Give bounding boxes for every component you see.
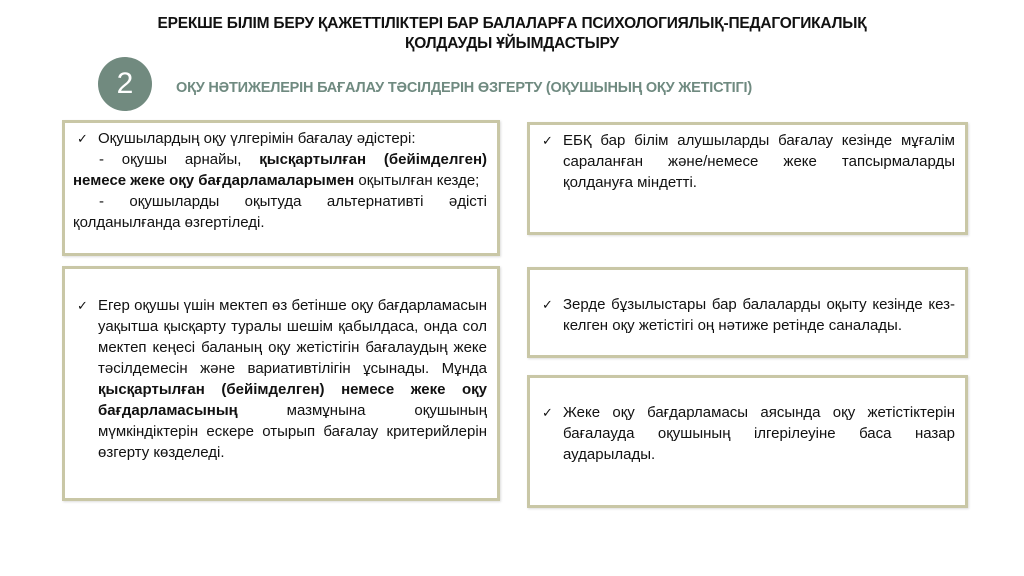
text: Зерде бұзылыстары бар балаларды оқыту кезінде кез-келген оқу жетістігі оң нәтиже ретінде саналады.	[563, 296, 955, 334]
check-mark-icon: ✓	[77, 298, 88, 313]
check-mark-icon: ✓	[542, 133, 553, 148]
list-item	[538, 130, 955, 193]
text: мазмұнына оқушының мүмкіндіктерін ескере отырып бағалау критерийлерін өзгерту көзделеді.	[98, 402, 487, 461]
intellectual-disability-box	[527, 267, 968, 358]
text: Егер оқушы үшін мектеп өз бетінше оқу бағдарламасын уақытша қысқарту туралы шешім қабылдаса, онда сол мектеп кеңесі баланың оқу жетістігін бағалаудың жеке тәсілдемесін және вариативтілігін ұсынады. Мұнда	[98, 297, 487, 377]
list-item	[73, 128, 487, 149]
text: - оқушы арнайы,	[99, 151, 260, 168]
school-decision-box	[62, 266, 500, 501]
check-mark-icon: ✓	[542, 297, 553, 312]
section-number-badge: 2	[98, 57, 152, 111]
list-item	[73, 295, 487, 463]
paragraph: - оқушыларды оқытуда альтернативті әдісті қолданылғанда өзгертіледі.	[73, 193, 487, 231]
text: Жеке оқу бағдарламасы аясында оқу жетістіктерін бағалауда оқушының ілгерілеуіне баса назар аударылады.	[563, 404, 955, 463]
check-mark-icon: ✓	[77, 131, 88, 146]
title-line-2: ҚОЛДАУДЫ ҰЙЫМДАСТЫРУ	[405, 35, 619, 52]
list-item	[538, 402, 955, 465]
paragraph	[73, 149, 487, 191]
check-mark-icon: ✓	[542, 405, 553, 420]
title-line-1: ЕРЕКШЕ БІЛІМ БЕРУ ҚАЖЕТТІЛІКТЕРІ БАР БАЛАЛАРҒА ПСИХОЛОГИЯЛЫҚ-ПЕДАГОГИКАЛЫҚ	[157, 15, 867, 32]
section-subtitle: ОҚУ НӘТИЖЕЛЕРІН БАҒАЛАУ ТӘСІЛДЕРІН ӨЗГЕРТУ (ОҚУШЫНЫҢ ОҚУ ЖЕТІСТІГІ)	[176, 80, 752, 96]
box-heading: Оқушылардың оқу үлгерімін бағалау әдістері:	[98, 130, 416, 147]
slide-title	[60, 14, 964, 54]
individual-program-box	[527, 375, 968, 508]
teacher-tasks-box	[527, 122, 968, 235]
bold-text: қысқартылған (бейімделген) немесе жеке оқу бағдарламасының	[98, 381, 487, 419]
list-item	[538, 294, 955, 336]
text: ЕБҚ бар білім алушыларды бағалау кезінде мұғалім сараланған және/немесе жеке тапсырмаларды қолдануға міндетті.	[563, 132, 955, 191]
text: оқытылған кезде;	[354, 172, 480, 189]
assessment-methods-box	[62, 120, 500, 256]
bold-text: қысқартылған (бейімделген) немесе жеке оқу бағдарламаларымен	[73, 151, 487, 189]
